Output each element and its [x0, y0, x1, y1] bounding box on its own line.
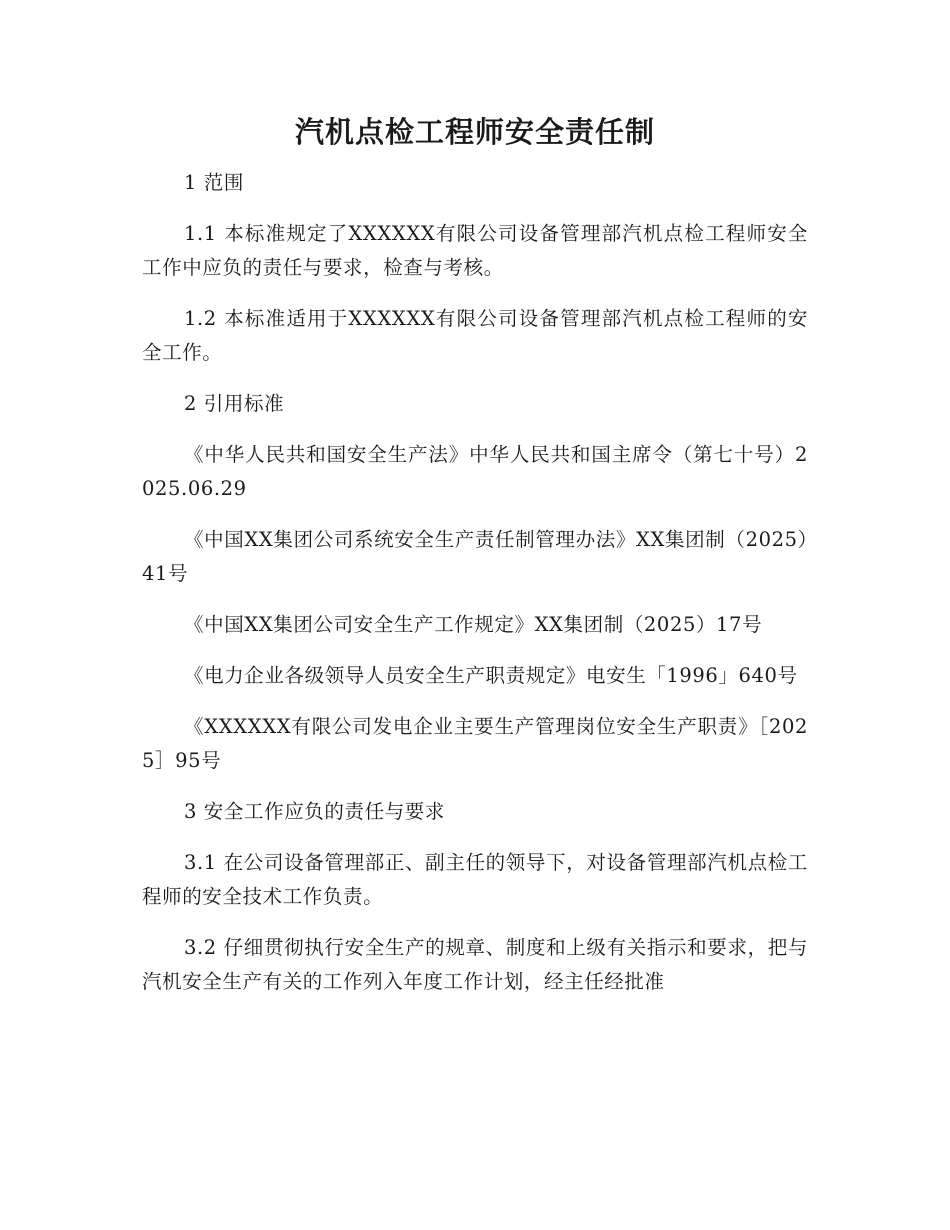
reference-item: 《XXXXXX有限公司发电企业主要生产管理岗位安全生产职责》［2025］95号	[142, 715, 808, 772]
document-body	[142, 166, 808, 1016]
clause-1-1: 1.1 本标准规定了XXXXXX有限公司设备管理部汽机点检工程师安全工作中应负的责任与要求，检查与考核。	[142, 222, 808, 279]
reference-item: 《中华人民共和国安全生产法》中华人民共和国主席令（第七十号）2025.06.29	[142, 443, 808, 500]
reference-item: 《中国XX集团公司系统安全生产责任制管理办法》XX集团制（2025）41号	[142, 528, 808, 585]
clause-1-2: 1.2 本标准适用于XXXXXX有限公司设备管理部汽机点检工程师的安全工作。	[142, 307, 808, 364]
clause-3-1: 3.1 在公司设备管理部正、副主任的领导下，对设备管理部汽机点检工程师的安全技术工作负责。	[142, 851, 808, 908]
reference-item: 《中国XX集团公司安全生产工作规定》XX集团制（2025）17号	[184, 613, 763, 636]
clause-3-2: 3.2 仔细贯彻执行安全生产的规章、制度和上级有关指示和要求，把与汽机安全生产有关的工作列入年度工作计划，经主任经批准	[142, 936, 808, 993]
page-title: 汽机点检工程师安全责任制	[294, 115, 655, 149]
section-heading-responsibilities: 3 安全工作应负的责任与要求	[184, 800, 446, 823]
reference-item: 《电力企业各级领导人员安全生产职责规定》电安生「1996」640号	[184, 664, 798, 687]
section-heading-scope: 1 范围	[184, 171, 245, 194]
section-heading-references: 2 引用标准	[184, 392, 285, 415]
